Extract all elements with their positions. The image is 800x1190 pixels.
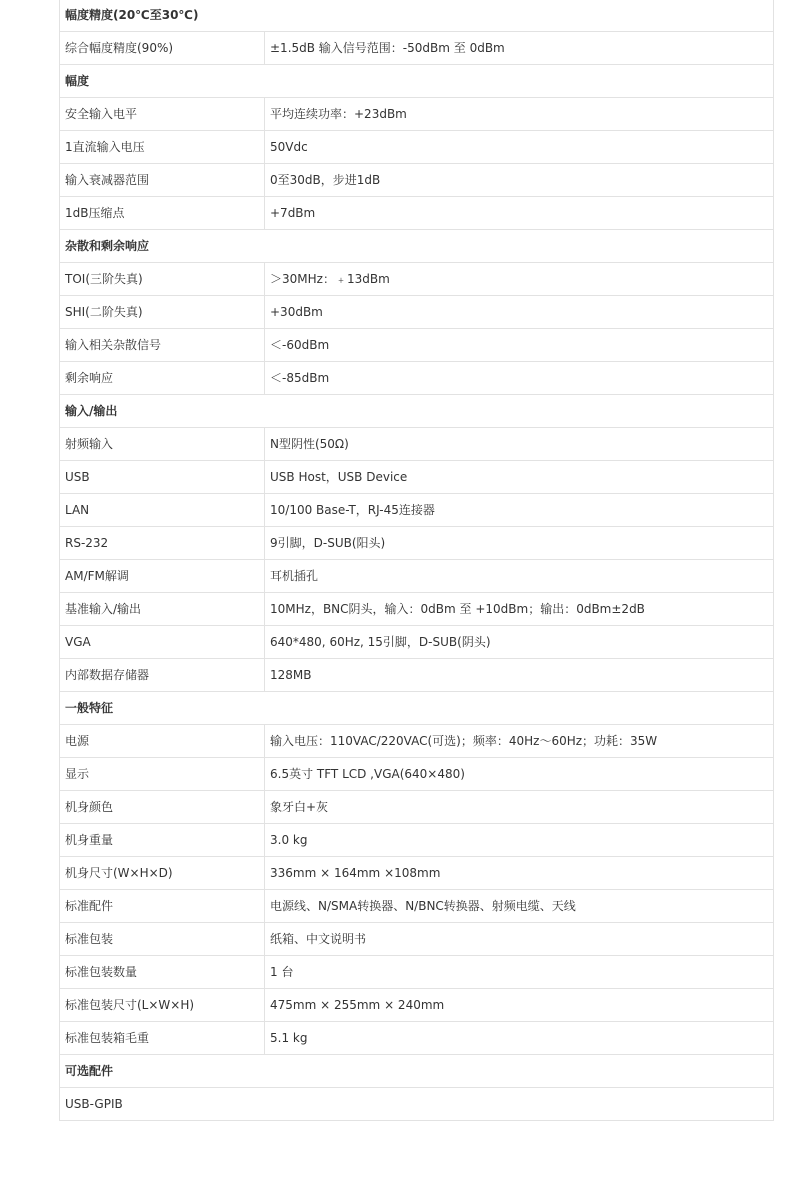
spec-key: 电源 <box>60 725 265 758</box>
spec-key: 机身颜色 <box>60 791 265 824</box>
section-header-row <box>60 230 774 263</box>
section-title: 输入/输出 <box>60 395 774 428</box>
spec-value: USB Host，USB Device <box>265 461 774 494</box>
spec-value: 3.0 kg <box>265 824 774 857</box>
spec-key: 显示 <box>60 758 265 791</box>
section-title: 一般特征 <box>60 692 774 725</box>
spec-row <box>60 1022 774 1055</box>
spec-row <box>60 263 774 296</box>
spec-key: 标准包装数量 <box>60 956 265 989</box>
spec-row <box>60 989 774 1022</box>
spec-row <box>60 890 774 923</box>
section-header-row <box>60 1055 774 1088</box>
spec-key: 标准配件 <box>60 890 265 923</box>
spec-row <box>60 197 774 230</box>
spec-key: 输入相关杂散信号 <box>60 329 265 362</box>
spec-row <box>60 296 774 329</box>
spec-value: ±1.5dB 输入信号范围：-50dBm 至 0dBm <box>265 32 774 65</box>
spec-key: AM/FM解调 <box>60 560 265 593</box>
spec-row <box>60 428 774 461</box>
section-title: 可选配件 <box>60 1055 774 1088</box>
spec-row <box>60 593 774 626</box>
section-header-row <box>60 0 774 32</box>
spec-value: 50Vdc <box>265 131 774 164</box>
spec-key: 标准包装 <box>60 923 265 956</box>
section-title: 幅度精度(20℃至30℃) <box>60 0 774 32</box>
spec-value: 电源线、N/SMA转换器、N/BNC转换器、射频电缆、天线 <box>265 890 774 923</box>
spec-row <box>60 32 774 65</box>
spec-row <box>60 626 774 659</box>
section-header-row <box>60 65 774 98</box>
spec-value: 纸箱、中文说明书 <box>265 923 774 956</box>
spec-table-body <box>60 0 774 1121</box>
spec-key: 标准包装尺寸(L×W×H) <box>60 989 265 1022</box>
spec-key: 基准输入/输出 <box>60 593 265 626</box>
spec-key: RS-232 <box>60 527 265 560</box>
spec-value: +7dBm <box>265 197 774 230</box>
spec-row <box>60 494 774 527</box>
spec-key: 安全输入电平 <box>60 98 265 131</box>
spec-value: ＜-85dBm <box>265 362 774 395</box>
spec-value: 0至30dB，步进1dB <box>265 164 774 197</box>
spec-key: 机身尺寸(W×H×D) <box>60 857 265 890</box>
spec-row <box>60 725 774 758</box>
spec-row <box>60 362 774 395</box>
spec-row <box>60 560 774 593</box>
spec-value: 10/100 Base-T，RJ-45连接器 <box>265 494 774 527</box>
spec-value: 5.1 kg <box>265 1022 774 1055</box>
spec-key: 输入衰减器范围 <box>60 164 265 197</box>
spec-row <box>60 791 774 824</box>
spec-value: 10MHz，BNC阴头，输入：0dBm 至 +10dBm；输出：0dBm±2dB <box>265 593 774 626</box>
spec-value: 1 台 <box>265 956 774 989</box>
spec-row <box>60 164 774 197</box>
section-header-row <box>60 692 774 725</box>
spec-row <box>60 131 774 164</box>
section-title: 幅度 <box>60 65 774 98</box>
spec-key: 1直流输入电压 <box>60 131 265 164</box>
spec-key: 综合幅度精度(90%) <box>60 32 265 65</box>
spec-value: 128MB <box>265 659 774 692</box>
spec-value: ＜-60dBm <box>265 329 774 362</box>
spec-value: N型阴性(50Ω) <box>265 428 774 461</box>
spec-row <box>60 659 774 692</box>
spec-row <box>60 956 774 989</box>
spec-key: 标准包装箱毛重 <box>60 1022 265 1055</box>
spec-row <box>60 923 774 956</box>
spec-value: 输入电压：110VAC/220VAC(可选)；频率：40Hz～60Hz；功耗：35W <box>265 725 774 758</box>
spec-row <box>60 461 774 494</box>
spec-key: LAN <box>60 494 265 527</box>
full-width-cell: USB-GPIB <box>60 1088 774 1121</box>
spec-row <box>60 527 774 560</box>
spec-key: VGA <box>60 626 265 659</box>
spec-key: 剩余响应 <box>60 362 265 395</box>
spec-row <box>60 98 774 131</box>
spec-value: 6.5英寸 TFT LCD ,VGA(640×480) <box>265 758 774 791</box>
spec-key: 1dB压缩点 <box>60 197 265 230</box>
spec-value: 336mm × 164mm ×108mm <box>265 857 774 890</box>
spec-value: 475mm × 255mm × 240mm <box>265 989 774 1022</box>
spec-row <box>60 758 774 791</box>
spec-value: 9引脚，D-SUB(阳头) <box>265 527 774 560</box>
spec-key: 机身重量 <box>60 824 265 857</box>
section-title: 杂散和剩余响应 <box>60 230 774 263</box>
spec-value: 耳机插孔 <box>265 560 774 593</box>
full-width-row <box>60 1088 774 1121</box>
spec-key: USB <box>60 461 265 494</box>
spec-value: 平均连续功率：+23dBm <box>265 98 774 131</box>
spec-value: 象牙白+灰 <box>265 791 774 824</box>
spec-row <box>60 329 774 362</box>
spec-row <box>60 824 774 857</box>
spec-key: SHI(二阶失真) <box>60 296 265 329</box>
spec-row <box>60 857 774 890</box>
spec-key: TOI(三阶失真) <box>60 263 265 296</box>
spec-value: 640*480, 60Hz, 15引脚，D-SUB(阴头) <box>265 626 774 659</box>
spec-key: 射频输入 <box>60 428 265 461</box>
section-header-row <box>60 395 774 428</box>
spec-value: ＞30MHz：﹢13dBm <box>265 263 774 296</box>
spec-table <box>59 0 774 1121</box>
spec-key: 内部数据存储器 <box>60 659 265 692</box>
spec-value: +30dBm <box>265 296 774 329</box>
